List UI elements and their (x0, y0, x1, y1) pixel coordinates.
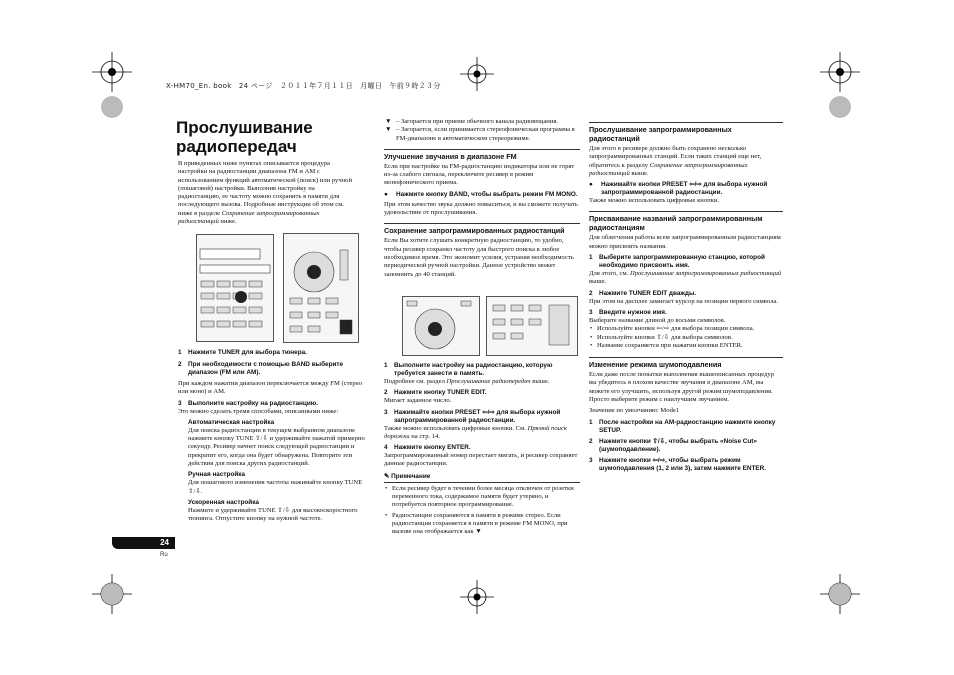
indicator-stereo: ▼ – Загорается, если принимается стереофоническая программа в FM-диапазоне в автоматическом стереорежиме. (385, 126, 575, 142)
listen-presets-step: ● Нажимайте кнопки PRESET ⇦/⇨ для выбора нужной запрограммированной радиостанции. (589, 181, 768, 197)
noise-cut-text: Если даже после попытки выполнения вышеописанных процедур вы убедитесь в плохом качестве звучания в диапазоне AM, вы можете его улучшить, используя другой режим шумоподавления. Просто выберите режим с наилучшим звучанием. (589, 371, 775, 404)
print-mark-right-bottom (828, 582, 852, 606)
name-presets-heading: Присваивание названий запрограммированным радиостанциям (589, 211, 783, 232)
name-step-2-text: При этом на дисплее замигает курсор на позиции первого символа. (589, 297, 778, 305)
listen-presets-text: Для этого в ресивере должно быть сохранено несколько запрограммированных станций. Если таких станций еще нет, обратитесь к разделу Сохранение запрограммированных радиостанций выше. (589, 145, 762, 177)
save-step-2-text: Мигает заданное число. (384, 397, 452, 405)
step-2-text: При каждом нажатии диапазон переключается между FM (стерео или моно) и AM. (178, 380, 362, 396)
step-2: 2 При необходимости с помощью BAND выберите диапазон (FM или AM). (178, 361, 344, 376)
auto-tuning-heading: Автоматическая настройка (188, 418, 275, 426)
registration-mark-top-center (460, 57, 494, 91)
name-bullet-3: • Название сохраняется при нажатии кнопки ENTER. (590, 341, 743, 349)
mono-step: ● Нажмите кнопку BAND, чтобы выбрать режим FM MONO. (384, 190, 578, 198)
column-2-steps (384, 362, 580, 537)
noise-step-2: 2 Нажмите кнопки ⇧/⇩, чтобы выбрать «Noise Cut» (шумоподавление). (589, 437, 757, 453)
listen-presets-text-2: Также можно использовать цифровые кнопки. (589, 197, 720, 205)
step-3-text: Это можно сделать тремя способами, описанными ниже: (178, 407, 339, 415)
improve-fm-text: Если при настройке на FM-радиостанцию индикаторы или не горят из-за слабого сигнала, переключите ресивер в режим монофонического приема. (384, 162, 575, 187)
noise-cut-heading: Изменение режима шумоподавления (589, 357, 783, 369)
remote-control-tuner-edit-illustration (486, 296, 578, 356)
save-presets-text: Если Вы хотите слушать конкретную радиостанцию, то удобно, чтобы ресивер сохранял частоту для быстрого поиска в любое необходимое время. Это экономит усилия, устраняя необходимость периодической ручной настройки. Данное устройство может запомнить до 40 станций. (384, 237, 574, 278)
remote-control-illustration (283, 233, 359, 343)
save-step-2: 2 Нажмите кнопку TUNER EDIT. (384, 389, 487, 397)
save-step-3-text: Также можно использовать цифровые кнопки. См. Прямой поиск дорожки на стр. 14. (384, 424, 567, 440)
name-step-1-text: Для этого, см. Прослушивание запрограммированных радиостанций выше. (589, 270, 782, 286)
noise-step-3: 3 Нажмите кнопки ⇦/⇨, чтобы выбрать режим шумоподавления (1, 2 или 3), затем нажмите ENTER. (589, 456, 767, 472)
column-1-steps (178, 349, 366, 524)
note-icon: ✎ (384, 472, 392, 480)
listen-presets-heading: Прослушивание запрограммированных радиостанций (589, 122, 783, 143)
name-step-3: 3 Введите нужное имя. (589, 308, 667, 316)
page-number: 24 (112, 537, 175, 549)
name-presets-text: Для облегчения работы всем запрограммированным радиостанциям можно присвоить названия. (589, 234, 781, 250)
step-1: 1 Нажмите TUNER для выбора тюнера. (178, 349, 307, 356)
save-step-4: 4 Нажмите кнопку ENTER. (384, 444, 471, 452)
print-mark-left-top (100, 95, 124, 119)
manual-tuning-text: Для пошагового изменения частоты нажимайте кнопку TUNE ⇧/⇩. (188, 479, 363, 495)
noise-cut-default: Значение по умолчанию: Mode1 (589, 407, 680, 415)
noise-step-1: 1 После настройки на AM-радиостанцию нажмите кнопку SETUP. (589, 418, 776, 434)
stereo-indicator-icon: ▼ (475, 528, 482, 536)
manual-tuning-heading: Ручная настройка (188, 471, 246, 479)
note-heading: ✎ Примечание (384, 473, 580, 483)
fast-tuning-heading: Ускоренная настройка (188, 498, 259, 506)
column-3 (589, 122, 783, 473)
column-1 (178, 160, 356, 226)
name-bullet-2: • Используйте кнопки ⇧/⇩ для выбора символов. (590, 333, 733, 341)
save-step-1: 1 Выполните настройку на радиостанцию, которую требуется занести в память. (384, 362, 553, 377)
remote-control-preset-illustration (402, 296, 480, 356)
step-3: 3 Выполните настройку на радиостанцию. (178, 399, 318, 407)
print-mark-left-bottom (100, 582, 124, 606)
name-step-2: 2 Нажмите TUNER EDIT дважды. (589, 289, 697, 297)
save-step-3: 3 Нажимайте кнопки PRESET ⇦/⇨ для выбора нужной запрограммированной радиостанции. (384, 408, 561, 424)
page-language: Ru (160, 552, 168, 558)
page-title: Прослушивание радиопередач (176, 118, 313, 156)
column-2 (384, 118, 580, 279)
name-step-1: 1 Выберите запрограммированную станцию, которой необходимо присвоить имя. (589, 254, 765, 270)
name-step-3-text: Выберите название длиной до восьми символов. (589, 316, 726, 324)
note-item-1: • Если ресивер будет в течении более месяца отключен от розетки переменного тока, содержимое памяти будет утеряно, и потребуется повторное программирование. (385, 484, 574, 509)
indicator-tuned: ▼ – Загорается при приеме обычного канала радиовещания. (385, 118, 559, 125)
stereo-indicator-icon: ▼ (385, 126, 392, 134)
registration-mark-bottom-center (460, 580, 494, 614)
print-header: X-HM70_En. book 24 ページ ２０１１年７月１１日 月曜日 午前９時２３分 (166, 82, 441, 90)
name-bullet-1: • Используйте кнопки ⇦/⇨ для выбора позиции символа. (590, 325, 755, 333)
mono-text: При этом качество звука должно повыситься, и вы сможете получать удовольствие от прослушивания. (384, 200, 578, 217)
save-presets-heading: Сохранение запрограммированных радиостанций (384, 223, 580, 235)
print-mark-right-top (828, 95, 852, 119)
receiver-front-panel-illustration (196, 234, 274, 342)
note-item-2: • Радиостанции сохраняются в памяти в режиме стерео. Если радиостанция сохраняется в памяти в режиме FM MONO, при вызове она отображается как ▼ (385, 511, 568, 536)
auto-tuning-text: Для поиска радиостанции в текущем выбранном диапазоне нажмите кнопку TUNE ⇧/⇩ и удерживайте нажатой примерно секунду. Ресивер начнет поиск следующей радиостанции и прекратит его, когда она будет обнаружена. Повторите эти действия для поиска других радиостанций. (188, 426, 365, 468)
tuned-indicator-icon: ▼ (385, 118, 392, 125)
save-step-1-text: Подробнее см. раздел Прослушивание радиопередач выше. (384, 378, 550, 385)
intro-text: В приведенных ниже пунктах описывается процедура настройки на радиостанции диапазона FM и AM с использованием функций автоматической (поиск) или ручной (пошаговой) настройки. Выполнив настройку на радиостанцию, ее частоту можно сохранить в памяти для последующего вызова. Подробные инструкции об этом см. ниже в разделе Сохранение запрограммированных радиостанций ниже. (178, 160, 352, 226)
fast-tuning-text: Нажмите и удерживайте TUNE ⇧/⇩ для высокоскоростного тюнинга. Отпустите кнопку на нужной частоте. (188, 506, 358, 523)
improve-fm-heading: Улучшение звучания в диапазоне FM (384, 149, 580, 161)
save-step-4-text: Запрограммированный номер перестает мигать, и ресивер сохраняет данные радиостанции. (384, 452, 578, 468)
registration-mark-top-left (92, 52, 132, 92)
registration-mark-top-right (820, 52, 860, 92)
